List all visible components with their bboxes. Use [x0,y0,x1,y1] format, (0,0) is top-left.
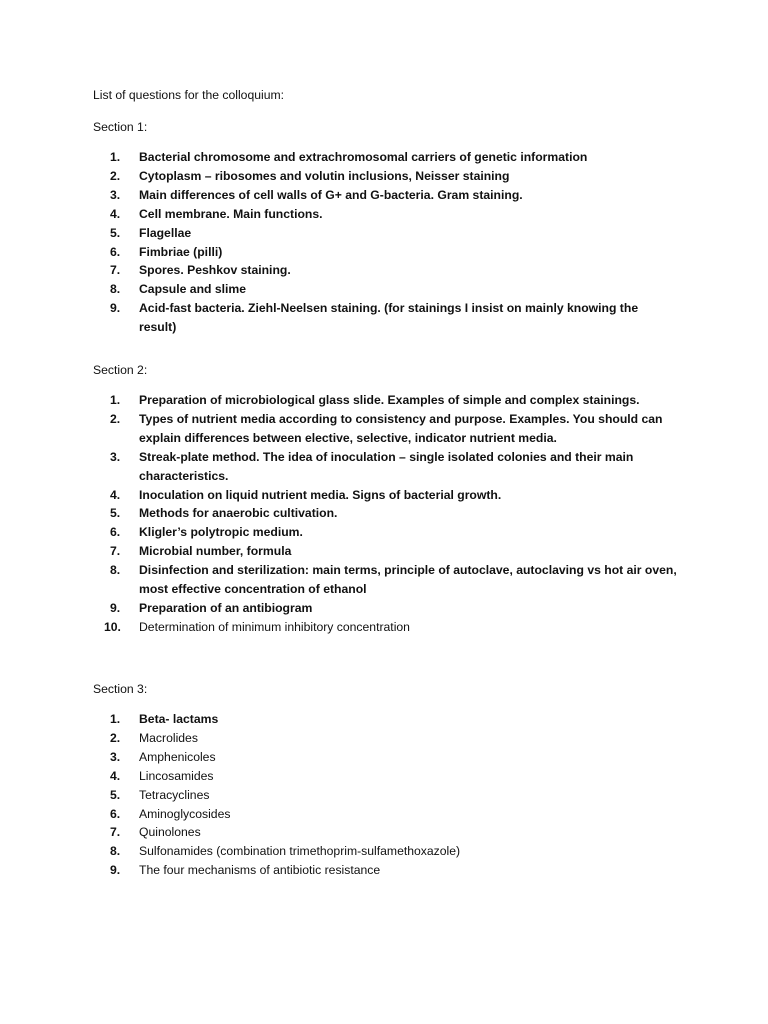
list-item-number: 5. [110,225,121,240]
list-item [0,599,768,618]
list-item-number: 3. [110,187,121,202]
section-3-question-list [0,710,768,880]
list-item-text: Tetracyclines [139,787,210,802]
list-item-number: 8. [110,844,121,859]
list-item [0,618,768,637]
list-item [0,299,768,337]
list-item-text: The four mechanisms of antibiotic resistance [139,863,381,878]
list-item [0,561,768,599]
list-item [0,542,768,561]
list-item-number: 7. [110,544,121,559]
list-item [0,842,768,861]
section-3-heading: Section 3: [93,682,148,696]
list-item-text: Cytoplasm – ribosomes and volutin inclusions, Neisser staining [139,168,510,183]
list-item-text: Amphenicoles [139,749,216,764]
list-item [0,486,768,505]
list-item-number: 6. [110,525,121,540]
list-item-number: 4. [110,768,121,783]
list-item [0,243,768,262]
list-item [0,710,768,729]
list-item-number: 6. [110,244,121,259]
list-item [0,224,768,243]
section-1-question-list [0,148,768,337]
list-item [0,261,768,280]
list-item-text: Beta- lactams [139,712,219,726]
list-item-number: 8. [110,563,121,578]
list-item [0,729,768,748]
list-item-text: Determination of minimum inhibitory concentration [139,619,410,634]
list-item-number: 4. [110,487,121,502]
list-item-text: Spores. Peshkov staining. [139,263,291,278]
section-1-heading: Section 1: [93,120,148,134]
list-item-text: Flagellae [139,225,192,240]
list-item-number: 9. [110,600,121,615]
list-item [0,823,768,842]
list-item-text: Sulfonamides (combination trimethoprim-sulfamethoxazole) [139,844,461,859]
list-item-number: 7. [110,263,121,278]
list-item-text: Disinfection and sterilization: main terms, principle of autoclave, autoclaving vs hot air oven, most effective concentration of ethanol [139,563,677,597]
list-item-text: Macrolides [139,730,198,745]
list-item-number: 3. [110,449,121,464]
list-item-text: Main differences of cell walls of G+ and G-bacteria. Gram staining. [139,187,523,202]
list-item [0,504,768,523]
list-item-text: Preparation of an antibiogram [139,600,313,615]
list-item-text: Preparation of microbiological glass slide. Examples of simple and complex stainings. [139,393,640,407]
section-2-question-list [0,391,768,637]
list-item-number: 8. [110,282,121,297]
list-item [0,410,768,448]
list-item-text: Acid-fast bacteria. Ziehl-Neelsen staining. (for stainings I insist on mainly knowing the result) [139,301,639,335]
list-item [0,205,768,224]
list-item-number: 1. [110,712,121,726]
list-item [0,786,768,805]
list-item [0,448,768,486]
list-item [0,391,768,410]
list-item [0,280,768,299]
list-item [0,186,768,205]
list-item [0,748,768,767]
section-2-heading: Section 2: [93,363,148,377]
list-item-text: Capsule and slime [139,282,247,297]
list-item-text: Streak-plate method. The idea of inoculation – single isolated colonies and their main characteristics. [139,449,634,483]
list-item-number: 6. [110,806,121,821]
list-item [0,523,768,542]
list-item-text: Aminoglycosides [139,806,231,821]
list-item-text: Methods for anaerobic cultivation. [139,506,338,521]
document-title: List of questions for the colloquium: [93,88,285,102]
list-item [0,148,768,167]
list-item-number: 9. [110,863,121,878]
list-item-number: 1. [110,393,121,407]
list-item-number: 5. [110,787,121,802]
list-item-number: 3. [110,749,121,764]
list-item-number: 7. [110,825,121,840]
list-item-text: Bacterial chromosome and extrachromosomal carriers of genetic information [139,150,588,164]
list-item [0,861,768,880]
list-item-text: Types of nutrient media according to consistency and purpose. Examples. You should can explain differences between elective, selective, indicator nutrient media. [139,411,663,445]
list-item-text: Inoculation on liquid nutrient media. Signs of bacterial growth. [139,487,502,502]
list-item-number: 2. [110,730,121,745]
list-item-text: Microbial number, formula [139,544,292,559]
list-item-number: 10. [104,619,121,634]
list-item-text: Fimbriae (pilli) [139,244,223,259]
list-item-number: 4. [110,206,121,221]
list-item-number: 2. [110,168,121,183]
list-item-text: Cell membrane. Main functions. [139,206,323,221]
list-item-text: Kligler’s polytropic medium. [139,525,303,540]
list-item [0,767,768,786]
list-item-number: 5. [110,506,121,521]
list-item-number: 1. [110,150,121,164]
list-item-number: 2. [110,411,121,426]
list-item [0,167,768,186]
list-item [0,805,768,824]
list-item-text: Lincosamides [139,768,214,783]
list-item-number: 9. [110,301,121,316]
list-item-text: Quinolones [139,825,201,840]
